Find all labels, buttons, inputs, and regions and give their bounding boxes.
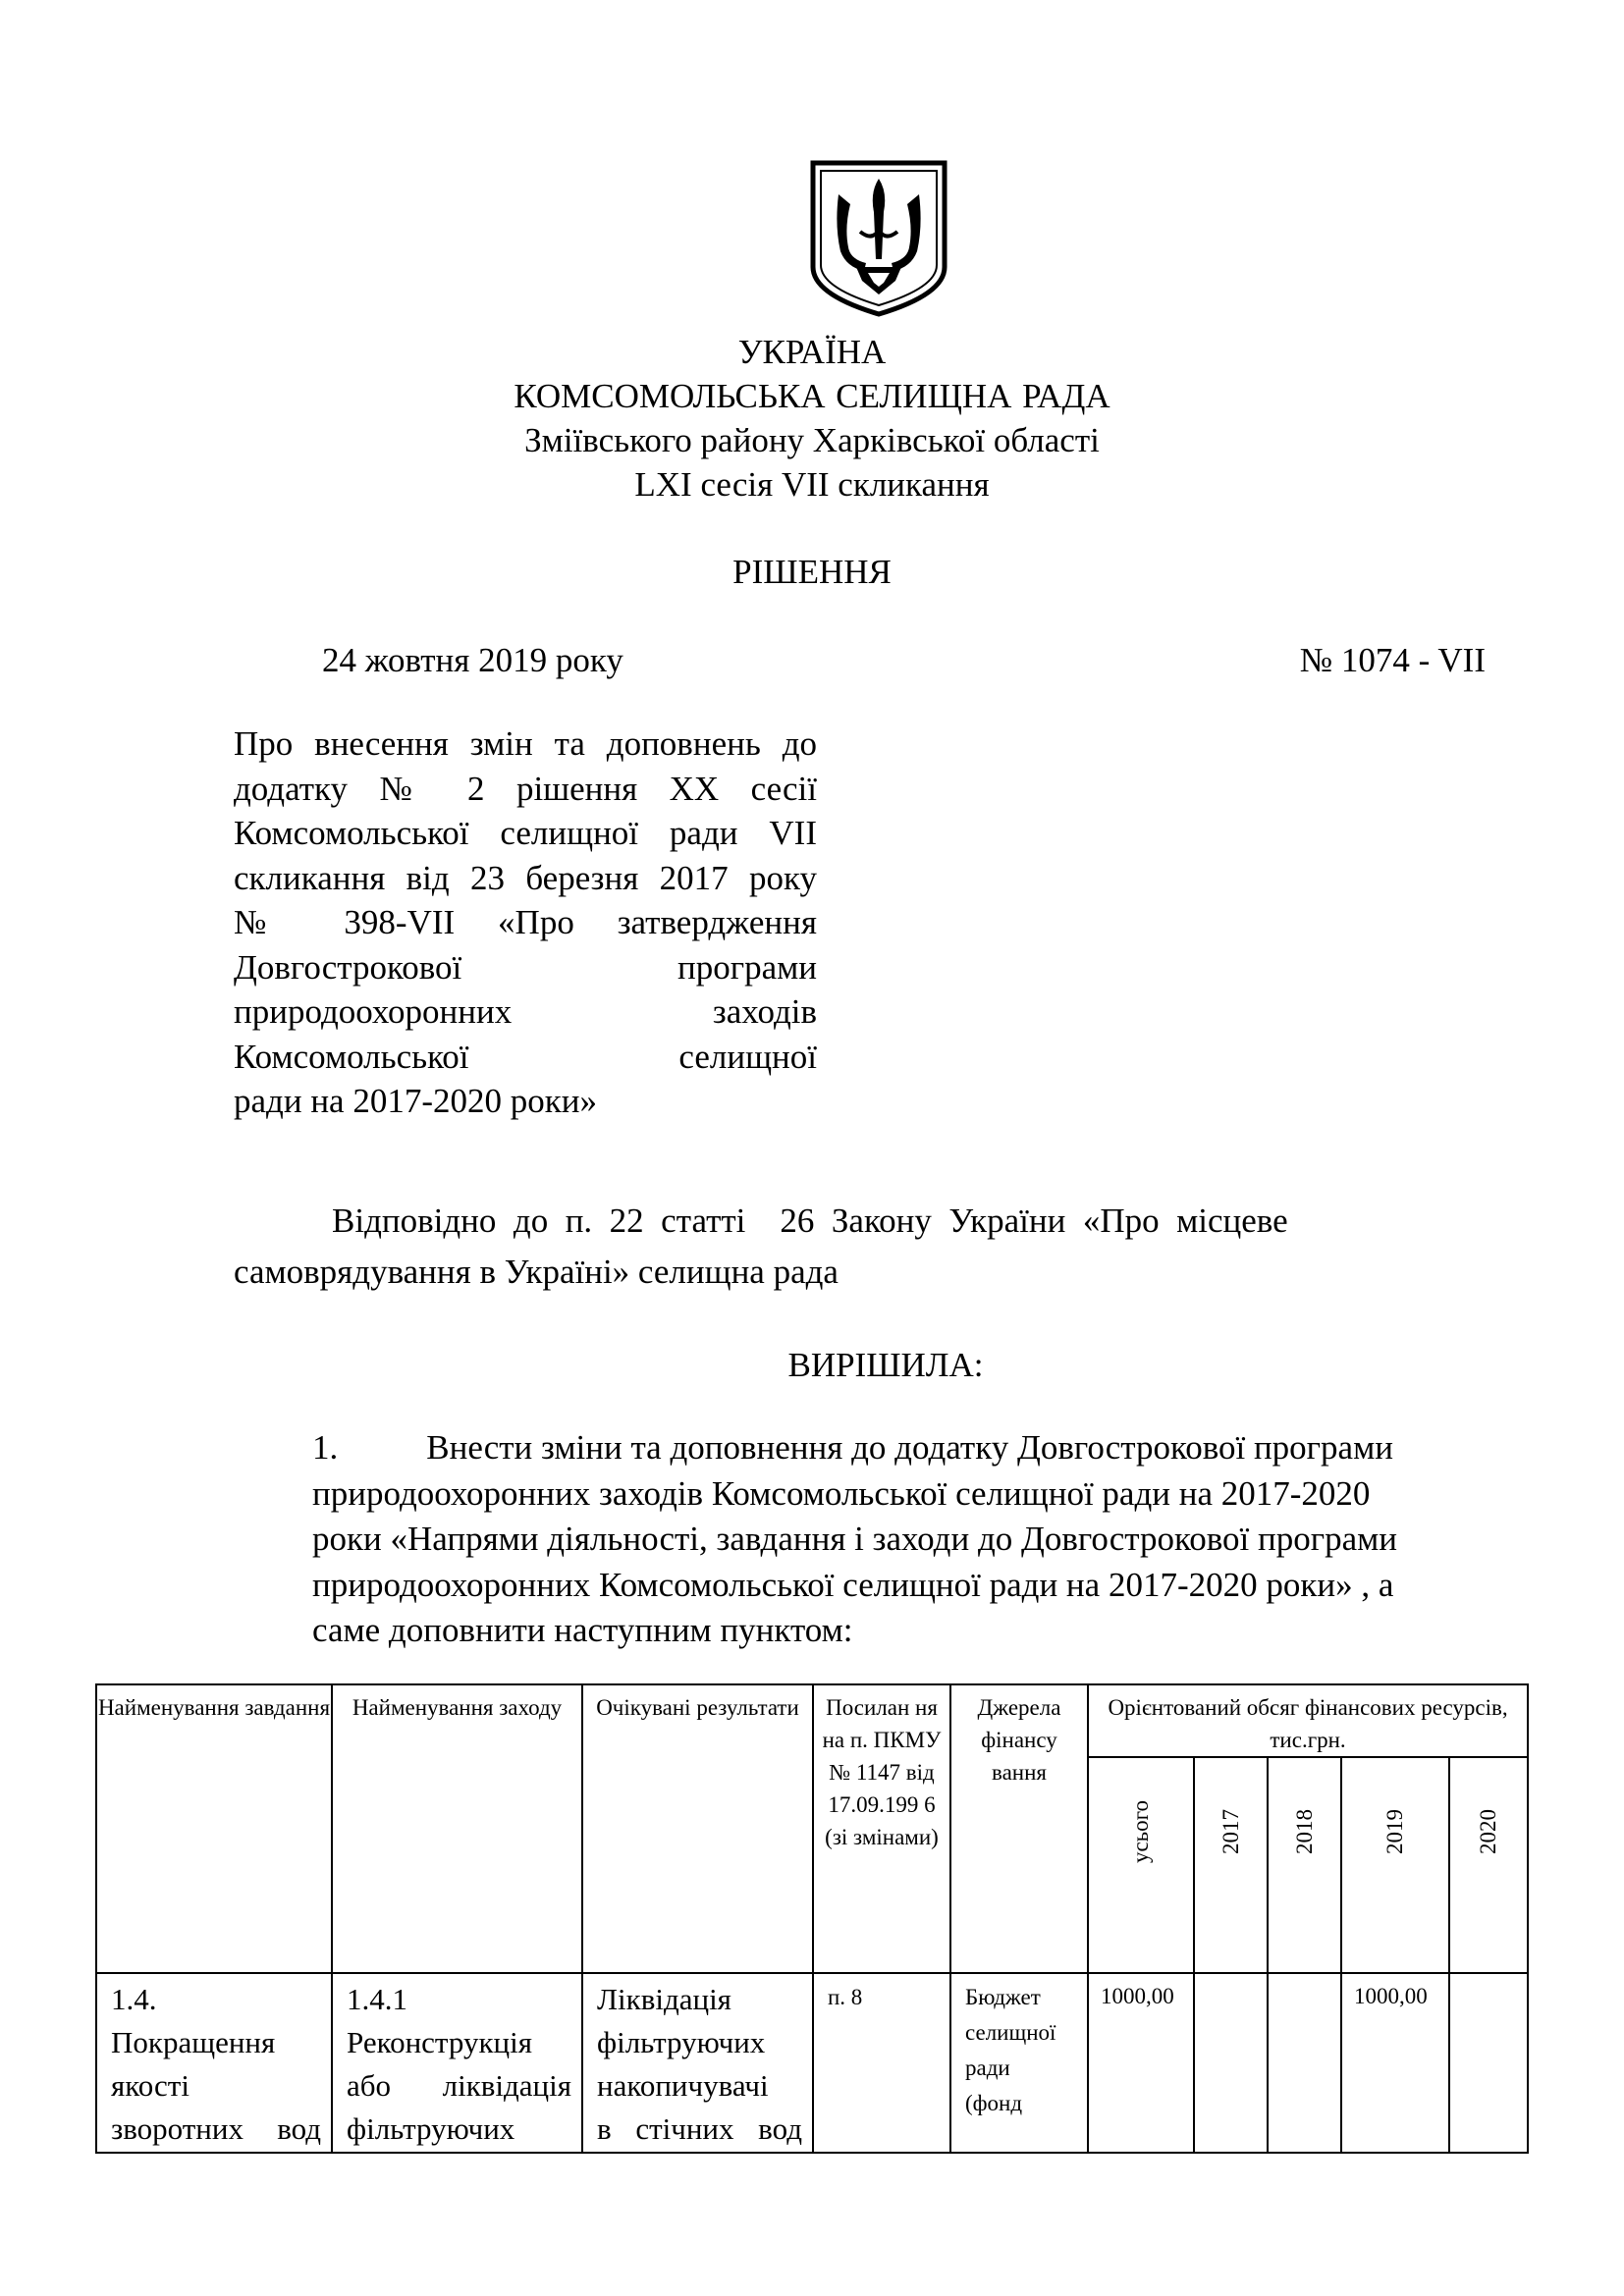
document-type: РІШЕННЯ [732,553,892,591]
header-task: Найменування завдання [96,1684,332,1973]
table-row [96,1973,1528,2153]
subject-line: Комсомольської селищної [234,1037,817,1076]
item-number: 1. [312,1428,339,1467]
decision-item [312,1425,1540,1654]
cell-2018 [1268,1973,1341,2153]
decision-number: № 1074 - VII [1299,641,1486,679]
subject-line: Комсомольської селищної ради VII [234,814,817,852]
decision-subject [234,721,817,1124]
item-text: природоохоронних заходів Комсомольської селищної ради на 2017-2020 [312,1473,1371,1513]
session-name: LXI сесія VII скликання [634,465,990,504]
trident-coat-of-arms-icon [805,157,952,319]
cell-results: Ліквідація фільтруючих накопичувачі в стічних вод [582,1973,813,2153]
item-text: природоохоронних Комсомольської селищної ради на 2017-2020 роки» , а [312,1565,1394,1604]
country-name: УКРАЇНА [737,333,887,371]
cell-total: 1000,00 [1088,1973,1194,2153]
item-text: Внести зміни та доповнення до додатку Довгострокової програми [426,1428,1393,1467]
header-2019: 2019 [1341,1757,1449,1973]
cell-measure: 1.4.1 Реконструкція або ліквідація фільтруючих [332,1973,582,2153]
item-text: роки «Напрями діяльності, завдання і заходи до Довгострокової програми [312,1520,1398,1558]
header-2017: 2017 [1194,1757,1268,1973]
district-name: Зміївського району Харківської області [524,421,1100,459]
header-results: Очікувані результати [582,1684,813,1973]
header-2020: 2020 [1449,1757,1528,1973]
header-measure: Найменування заходу [332,1684,582,1973]
cell-2019: 1000,00 [1341,1973,1449,2153]
cell-2020 [1449,1973,1528,2153]
preamble-line: Відповідно до п. 22 статті 26 Закону України «Про місцеве [332,1201,1288,1240]
measures-table [95,1683,1529,2154]
cell-source: Бюджет селищної ради (фонд [950,1973,1088,2153]
subject-line: ради на 2017-2020 роки» [234,1082,597,1120]
cell-2017 [1194,1973,1268,2153]
subject-line: № 398-VII «Про затвердження [234,903,817,941]
preamble-line: самоврядування в Україні» селищна рада [234,1253,839,1291]
subject-line: додатку № 2 рішення XX сесії [234,769,817,808]
council-name: КОМСОМОЛЬСЬКА СЕЛИЩНА РАДА [514,377,1110,415]
subject-line: Про внесення змін та доповнень до [234,724,817,763]
subject-line: природоохоронних заходів [234,992,817,1031]
cell-reference: п. 8 [813,1973,950,2153]
cell-task: 1.4. Покращення якості зворотних вод [96,1973,332,2153]
preamble [234,1196,1520,1298]
decision-date: 24 жовтня 2019 року [322,641,623,679]
item-text: саме доповнити наступним пунктом: [312,1611,853,1649]
header-source: Джерела фінансу вання [950,1684,1088,1973]
header-funding: Орієнтований обсяг фінансових ресурсів, тис.грн. [1088,1684,1528,1757]
subject-line: Довгострокової програми [234,947,817,987]
subject-line: скликання від 23 березня 2017 року [234,858,817,897]
header-2018: 2018 [1268,1757,1341,1973]
header-total: усього [1088,1757,1194,1973]
resolved-heading: ВИРІШИЛА: [787,1346,984,1384]
header-reference: Посилан ня на п. ПКМУ № 1147 від 17.09.199 6 (зі змінами) [813,1684,950,1973]
